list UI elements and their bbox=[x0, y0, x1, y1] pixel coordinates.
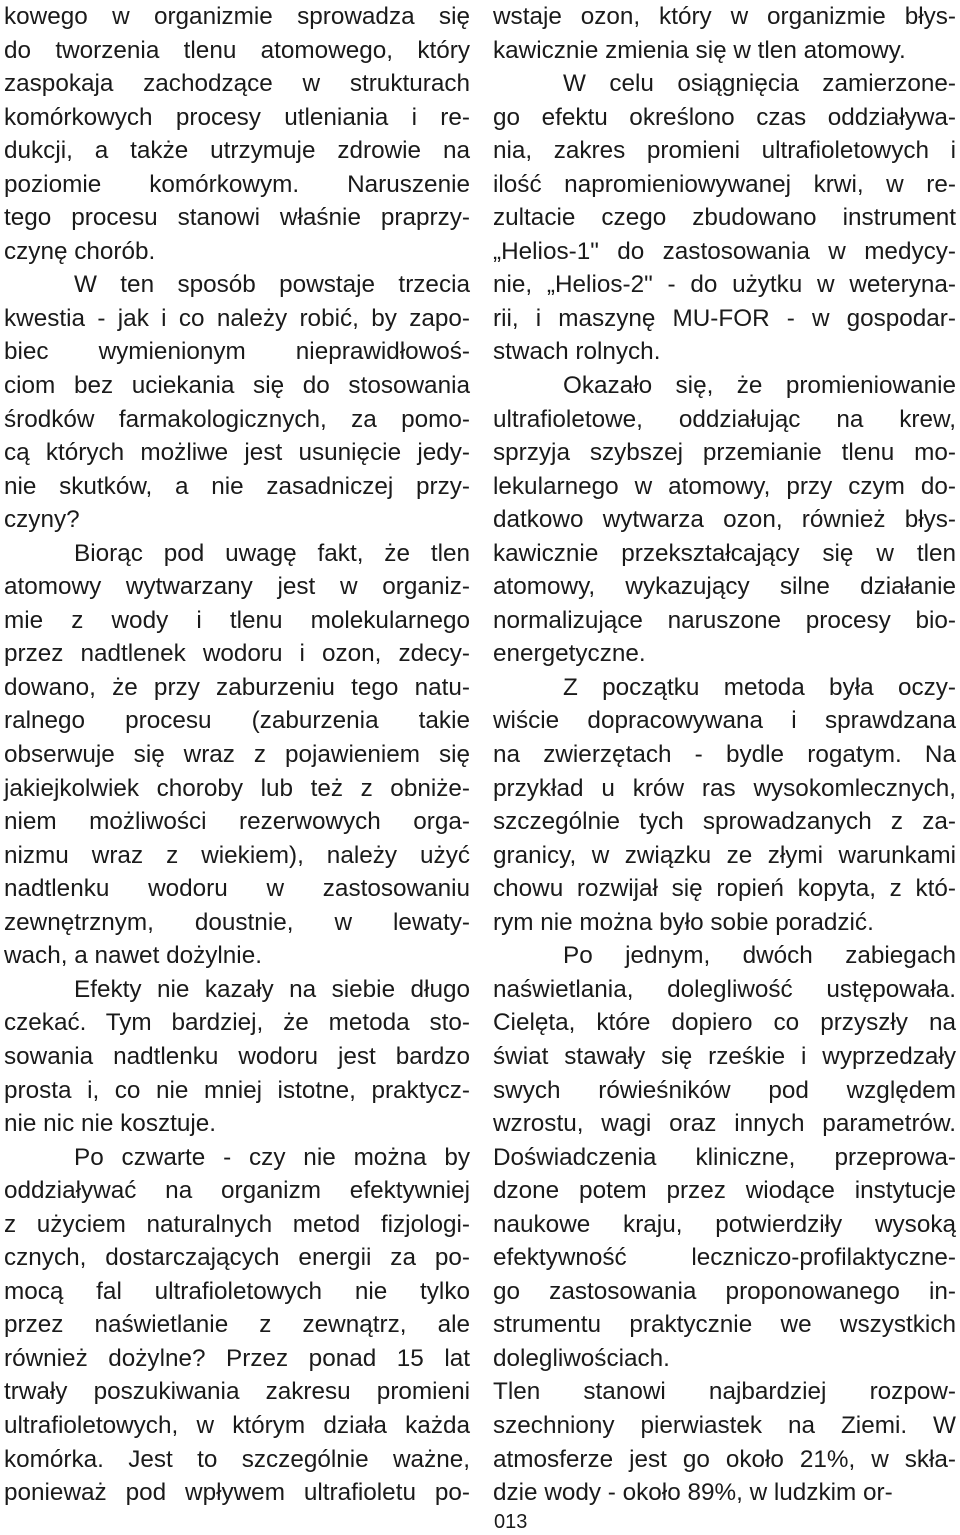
text-line: na zwierzętach - bydle rogatym. Na bbox=[493, 741, 956, 769]
text-line: kawicznie zmienia się w tlen atomowy. bbox=[493, 36, 906, 64]
text-line: Biorąc pod uwagę fakt, że tlen bbox=[74, 539, 470, 567]
text-line: normalizujące naruszone procesy bio- bbox=[493, 606, 956, 634]
text-line: cą których możliwe jest usunięcie jedy- bbox=[4, 439, 470, 467]
text-line: Okazało się, że promieniowanie bbox=[563, 372, 956, 400]
page-number: 013 bbox=[494, 1511, 528, 1533]
text-line: jakiejkolwiek choroby lub też z obniże- bbox=[4, 774, 470, 802]
text-line: przez nadtlenek wodoru i ozon, zdecy- bbox=[4, 640, 470, 668]
right-text-column bbox=[493, 0, 956, 1510]
text-line: mie z wody i tlenu molekularnego bbox=[4, 606, 470, 634]
text-line: lekularnego w atomowy, przy czym do- bbox=[493, 472, 956, 500]
text-line: nizmu wraz z wiekiem), należy użyć bbox=[4, 841, 470, 869]
text-line: Cielęta, które dopiero co przyszły na bbox=[493, 1009, 956, 1037]
text-line: Tlen stanowi najbardziej rozpow- bbox=[493, 1378, 956, 1406]
text-line: stwach rolnych. bbox=[493, 338, 661, 366]
text-line: czyny? bbox=[4, 506, 80, 534]
text-line: zultacie czego zbudowano instrument bbox=[493, 204, 956, 232]
text-line: szczególnie tych sprowadzanych z za- bbox=[493, 808, 956, 836]
text-line: go zastosowania proponowanego in- bbox=[493, 1277, 956, 1305]
text-line: W celu osiągnięcia zamierzone- bbox=[563, 70, 956, 98]
text-line: czynę chorób. bbox=[4, 237, 156, 265]
text-line: rym nie można było sobie poradzić. bbox=[493, 908, 874, 936]
text-line: kowego w organizmie sprowadza się bbox=[4, 3, 470, 30]
text-line: trwały poszukiwania zakresu promieni bbox=[4, 1378, 470, 1406]
text-line: również dożylne? Przez ponad 15 lat bbox=[4, 1344, 470, 1372]
text-line: prosta i, co nie mniej istotne, praktycz- bbox=[4, 1076, 470, 1104]
text-line: nia, zakres promieni ultrafioletowych i bbox=[493, 137, 956, 165]
text-line: ponieważ pod wpływem ultrafioletu po- bbox=[4, 1479, 470, 1507]
text-line: atomowy, wykazujący silne działanie bbox=[493, 573, 956, 601]
text-line: obserwuje się wraz z pojawieniem się bbox=[4, 741, 470, 769]
text-line: ultrafioletowe, oddziałując na krew, bbox=[493, 405, 956, 433]
text-line: biec wymienionym nieprawidłowoś- bbox=[4, 338, 470, 366]
text-line: atomowy wytwarzany jest w organiz- bbox=[4, 573, 470, 601]
text-line: przykład u krów ras wysokomlecznych, bbox=[493, 774, 956, 802]
text-line: poziomie komórkowym. Naruszenie bbox=[4, 170, 470, 198]
text-line: do tworzenia tlenu atomowego, który bbox=[4, 36, 470, 64]
text-line: Po czwarte - czy nie można by bbox=[74, 1143, 470, 1171]
text-line: wach, a nawet dożylnie. bbox=[4, 942, 262, 970]
text-line: oddziaływać na organizm efektywniej bbox=[4, 1177, 470, 1205]
text-line: rii, i maszynę MU-FOR - w gospodar- bbox=[493, 304, 956, 332]
text-line: ralnego procesu (zaburzenia takie bbox=[4, 707, 470, 735]
text-line: mocą fal ultrafioletowych nie tylko bbox=[4, 1277, 470, 1305]
text-line: z użyciem naturalnych metod fizjologi- bbox=[4, 1210, 470, 1238]
text-line: efektywność leczniczo-profilaktyczne- bbox=[493, 1244, 956, 1272]
text-line: szechniony pierwiastek na Ziemi. W bbox=[493, 1411, 956, 1439]
text-line: granicy, w związku ze złymi warunkami bbox=[493, 841, 956, 869]
text-line: Doświadczenia kliniczne, przeprowa- bbox=[493, 1143, 956, 1171]
text-line: sprzyja szybszej przemianie tlenu mo- bbox=[493, 439, 956, 467]
text-line: swych rówieśników pod względem bbox=[493, 1076, 956, 1104]
text-line: sowania nadtlenku wodoru jest bardzo bbox=[4, 1042, 470, 1070]
text-line: datkowo wytwarza ozon, również błys- bbox=[493, 506, 956, 534]
text-line: dzie wody - około 89%, w ludzkim or- bbox=[493, 1479, 893, 1507]
text-line: nie, „Helios-2" - do użytku w weteryna- bbox=[493, 271, 956, 299]
text-line: strumentu praktycznie we wszystkich bbox=[493, 1311, 956, 1339]
text-line: cznych, dostarczających energii za po- bbox=[4, 1244, 470, 1272]
text-line: czekać. Tym bardziej, że metoda sto- bbox=[4, 1009, 470, 1037]
text-line: tego procesu stanowi właśnie praprzy- bbox=[4, 204, 470, 232]
text-line: przez naświetlanie z zewnątrz, ale bbox=[4, 1311, 470, 1339]
text-line: chowu rozwijał się ropień kopyta, z któ- bbox=[493, 875, 956, 903]
text-line: kawicznie przekształcający się w tlen bbox=[493, 539, 956, 567]
text-line: komórka. Jest to szczególnie ważne, bbox=[4, 1445, 470, 1473]
text-line: niem możliwości rezerwowych orga- bbox=[4, 808, 470, 836]
text-line: atmosferze jest go około 21%, w skła- bbox=[493, 1445, 956, 1473]
text-line: ilość napromieniowywanej krwi, w re- bbox=[493, 170, 956, 198]
text-line: energetyczne. bbox=[493, 640, 646, 668]
left-text-column bbox=[4, 0, 470, 1510]
text-line: nie nic nie kosztuje. bbox=[4, 1110, 217, 1138]
text-line: komórkowych procesy utleniania i re- bbox=[4, 103, 470, 131]
text-line: ciom bez uciekania się do stosowania bbox=[4, 372, 470, 400]
text-line: zaspokaja zachodzące w strukturach bbox=[4, 70, 470, 98]
text-line: wzrostu, wagi oraz innych parametrów. bbox=[493, 1110, 956, 1138]
text-line: naświetlania, dolegliwość ustępowała. bbox=[493, 975, 956, 1003]
text-line: nie skutków, a nie zasadniczej przy- bbox=[4, 472, 470, 500]
text-line: zewnętrznym, doustnie, w lewaty- bbox=[4, 908, 470, 936]
text-line: Efekty nie kazały na siebie długo bbox=[74, 975, 470, 1003]
text-line: go efektu określono czas oddziaływa- bbox=[493, 103, 956, 131]
text-line: naukowe kraju, potwierdziły wysoką bbox=[493, 1210, 956, 1238]
text-line: W ten sposób powstaje trzecia bbox=[74, 271, 470, 299]
text-line: środków farmakologicznych, za pomo- bbox=[4, 405, 470, 433]
text-line: świat stawały się rześkie i wyprzedzały bbox=[493, 1042, 956, 1070]
text-line: nadtlenku wodoru w zastosowaniu bbox=[4, 875, 470, 903]
text-line: kwestia - jak i co należy robić, by zapo- bbox=[4, 304, 470, 332]
text-line: dolegliwościach. bbox=[493, 1344, 670, 1372]
text-line: Po jednym, dwóch zabiegach bbox=[563, 942, 956, 970]
text-line: ultrafioletowych, w którym działa każda bbox=[4, 1411, 470, 1439]
text-line: dowano, że przy zaburzeniu tego natu- bbox=[4, 673, 470, 701]
text-line: wiście dopracowywana i sprawdzana bbox=[493, 707, 956, 735]
text-line: dzone potem przez wiodące instytucje bbox=[493, 1177, 956, 1205]
text-line: Z początku metoda była oczy- bbox=[563, 673, 956, 701]
text-line: „Helios-1" do zastosowania w medycy- bbox=[493, 237, 956, 265]
text-line: dukcji, a także utrzymuje zdrowie na bbox=[4, 137, 470, 165]
text-line: wstaje ozon, który w organizmie błys- bbox=[493, 3, 956, 30]
